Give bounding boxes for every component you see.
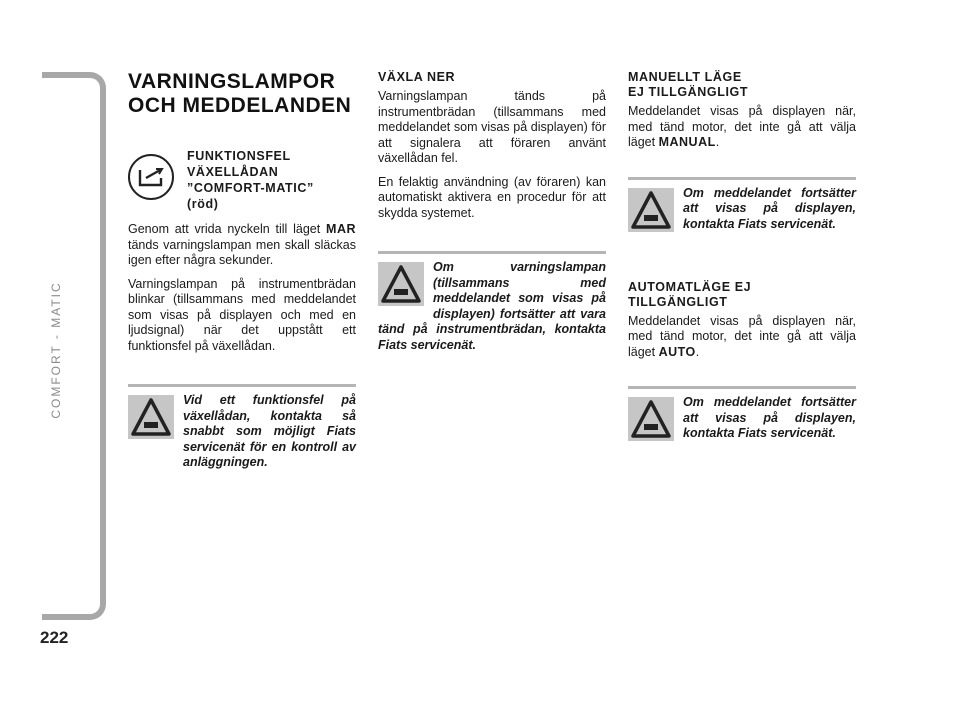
warning-triangle-icon	[628, 397, 674, 441]
warning-triangle-icon	[378, 262, 424, 306]
fault-title: FUNKTIONSFEL VÄXELLÅDAN ”COMFORT-MATIC” (röd)	[187, 149, 314, 211]
column-1	[128, 70, 356, 471]
warning-text: Om varningslampan (tillsammans med meddelandet som visas på displayen) fortsätter att vara tänd på instrumentbrädan, kontakta Fiats servicenät.	[378, 260, 606, 352]
paragraph: En felaktig användning (av föraren) kan automatiskt aktivera en procedur för att skydda systemet.	[378, 174, 606, 220]
page-title: VARNINGSLAMPOR OCH MEDDELANDEN	[128, 70, 352, 117]
chapter-label: COMFORT - MATIC	[49, 281, 63, 419]
column-2	[378, 70, 606, 353]
warning-triangle-icon	[628, 188, 674, 232]
column-3	[628, 70, 856, 447]
section-heading-manual: MANUELLT LÄGE EJ TILLGÄNGLIGT	[628, 70, 749, 99]
section-heading: VÄXLA NER	[378, 70, 456, 84]
warning-triangle-icon	[128, 395, 174, 439]
warning-text: Vid ett funktionsfel på växellådan, kontakta så snabbt som möjligt Fiats servicenät för en kontroll av anläggningen.	[183, 393, 356, 469]
gearbox-fault-icon	[128, 154, 174, 200]
warning-box	[628, 177, 856, 238]
fault-section-header	[128, 148, 356, 211]
page-number: 222	[40, 628, 69, 647]
warning-box	[128, 384, 356, 471]
warning-text: Om meddelandet fortsätter att visas på displayen, kontakta Fiats servicenät.	[683, 395, 856, 440]
warning-text: Om meddelandet fortsätter att visas på displayen, kontakta Fiats servicenät.	[683, 185, 856, 231]
section-heading-auto: AUTOMATLÄGE EJ TILLGÄNGLIGT	[628, 279, 752, 309]
paragraph-key-position: Genom att vrida nyckeln till läget MAR tänds varningslampan men skall släckas igen efter några sekunder.	[128, 222, 356, 267]
paragraph: Varningslampan tänds på instrumentbrädan (tillsammans med meddelandet som visas på displayen) för att signalera att föraren använt växellådan fel.	[378, 89, 606, 165]
paragraph-auto: Meddelandet visas på displayen när, med tänd motor, det inte gå att välja läget AUTO.	[628, 313, 856, 359]
paragraph-blinking: Varningslampan på instrumentbrädan blinkar (tillsammans med meddelandet som visas på displayen och med en ljudsignal) när det uppstått ett funktionsfel på växellådan.	[128, 276, 356, 353]
warning-box	[628, 386, 856, 447]
paragraph-manual: Meddelandet visas på displayen när, med tänd motor, det inte gå att välja läget MANUAL.	[628, 104, 856, 149]
warning-box	[378, 251, 606, 353]
